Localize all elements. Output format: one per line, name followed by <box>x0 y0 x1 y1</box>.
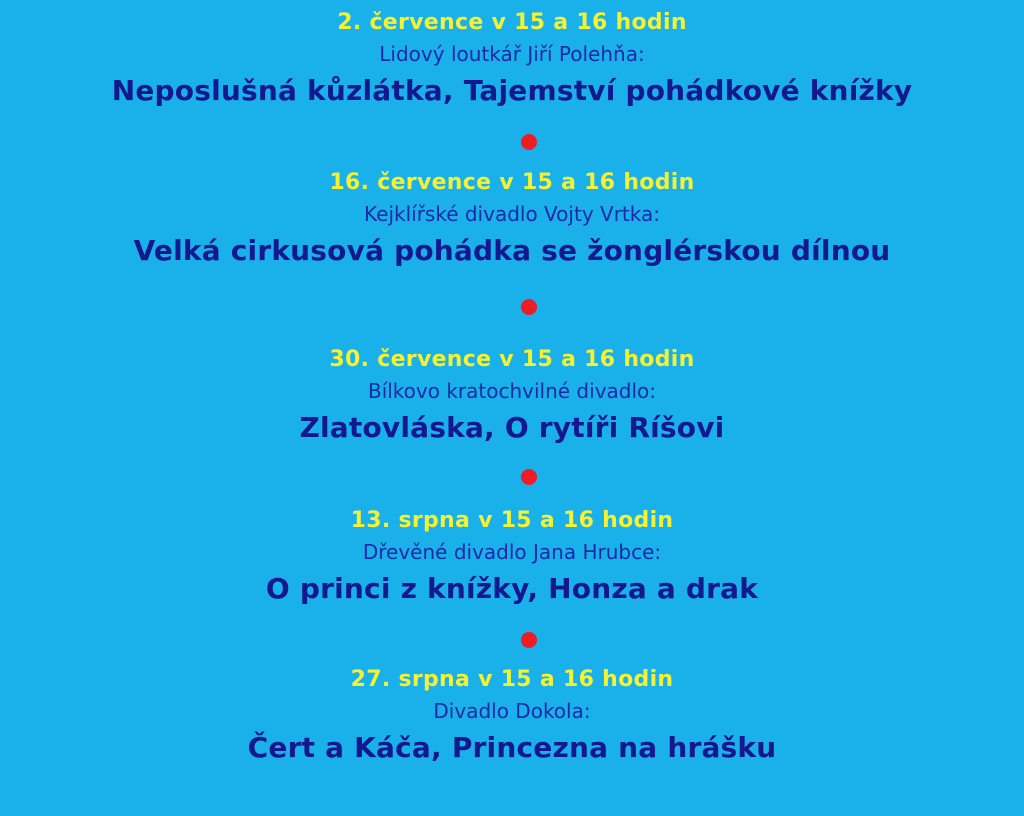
event-date: 2. července v 15 a 16 hodin <box>337 10 687 35</box>
event-performer: Bílkovo kratochvilné divadlo: <box>367 379 657 403</box>
event-title: Zlatovláska, O rytíři Ríšovi <box>299 411 725 444</box>
event-performer: Divadlo Dokola: <box>433 699 591 723</box>
event-performer: Kejklířské divadlo Vojty Vrtka: <box>364 202 660 226</box>
event-title: Velká cirkusová pohádka se žonglérskou dílnou <box>133 234 891 267</box>
event-2 <box>0 170 1024 270</box>
event-title: O princi z knížky, Honza a drak <box>265 572 759 605</box>
event-date: 30. července v 15 a 16 hodin <box>329 347 695 372</box>
event-date: 27. srpna v 15 a 16 hodin <box>350 667 674 692</box>
event-performer: Lidový loutkář Jiří Polehňa: <box>379 42 645 66</box>
event-3 <box>0 347 1024 447</box>
event-1 <box>0 10 1024 110</box>
event-title: Neposlušná kůzlátka, Tajemství pohádkové knížky <box>111 74 913 107</box>
separator-dot <box>521 299 537 315</box>
event-date: 16. července v 15 a 16 hodin <box>329 170 695 195</box>
separator-dot <box>521 469 537 485</box>
event-4 <box>0 508 1024 608</box>
event-title: Čert a Káča, Princezna na hrášku <box>247 731 777 764</box>
separator-dot <box>521 632 537 648</box>
event-5 <box>0 667 1024 767</box>
separator-dot <box>521 134 537 150</box>
event-date: 13. srpna v 15 a 16 hodin <box>350 508 674 533</box>
event-performer: Dřevěné divadlo Jana Hrubce: <box>362 540 662 564</box>
